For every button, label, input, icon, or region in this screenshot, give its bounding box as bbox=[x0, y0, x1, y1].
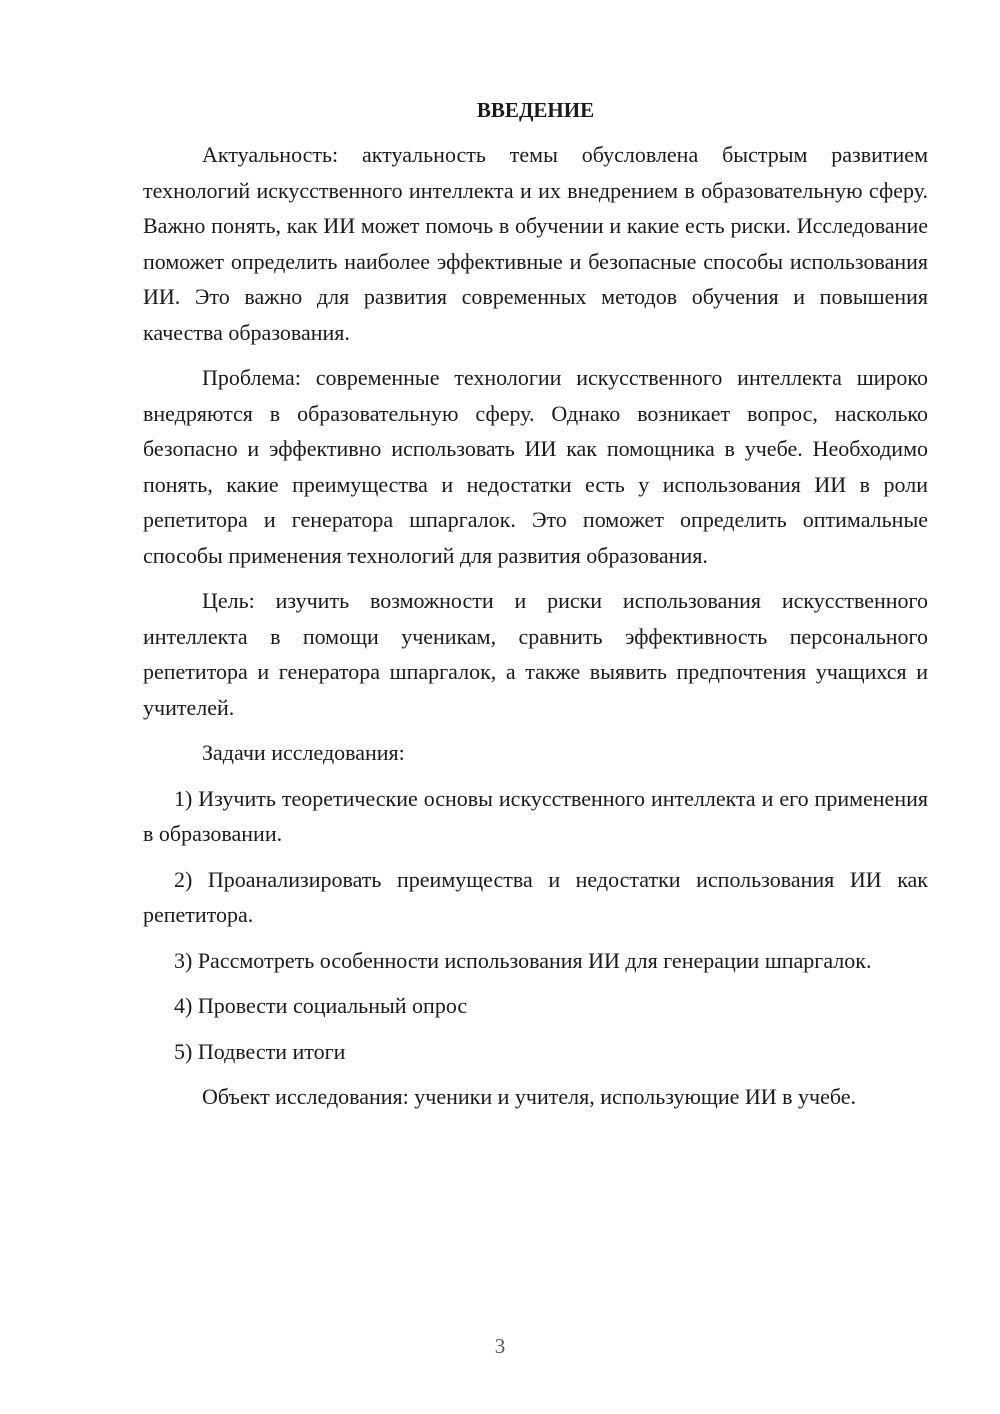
paragraph-tasks-title: Задачи исследования: bbox=[202, 740, 405, 765]
document-page bbox=[143, 92, 928, 1115]
paragraph-goal: Цель: изучить возможности и риски использования искусственного интеллекта в помощи ученикам, сравнить эффективность персонального репетитора и генератора шпаргалок, а также выявить предпочтения учащихся и учителей. bbox=[143, 588, 928, 720]
task-item-2: 2) Проанализировать преимущества и недостатки использования ИИ как репетитора. bbox=[143, 866, 928, 927]
page-number: 3 bbox=[494, 1334, 506, 1358]
paragraph-problem: Проблема: современные технологии искусственного интеллекта широко внедряются в образовательную сферу. Однако возникает вопрос, насколько безопасно и эффективно использовать ИИ как помощника в учебе. Необходимо понять, какие преимущества и недостатки есть у использования ИИ в роли репетитора и генератора шпаргалок. Это поможет определить оптимальные способы применения технологий для развития образования. bbox=[143, 365, 928, 568]
task-item-1: 1) Изучить теоретические основы искусственного интеллекта и его применения в образовании. bbox=[143, 785, 928, 846]
task-item-3: 3) Рассмотреть особенности использования ИИ для генерации шпаргалок. bbox=[174, 947, 872, 973]
task-item-4: 4) Провести социальный опрос bbox=[174, 993, 468, 1018]
section-heading: ВВЕДЕНИЕ bbox=[476, 98, 595, 122]
paragraph-relevance: Актуальность: актуальность темы обусловлена быстрым развитием технологий искусственного интеллекта и их внедрением в образовательную сферу. Важно понять, как ИИ может помочь в обучении и какие есть риски. Исследование поможет определить наиболее эффективные и безопасные способы использования ИИ. Это важно для развития современных методов обучения и повышения качества образования. bbox=[143, 142, 928, 345]
task-item-5: 5) Подвести итоги bbox=[174, 1038, 346, 1064]
paragraph-object: Объект исследования: ученики и учителя, использующие ИИ в учебе. bbox=[202, 1084, 857, 1109]
